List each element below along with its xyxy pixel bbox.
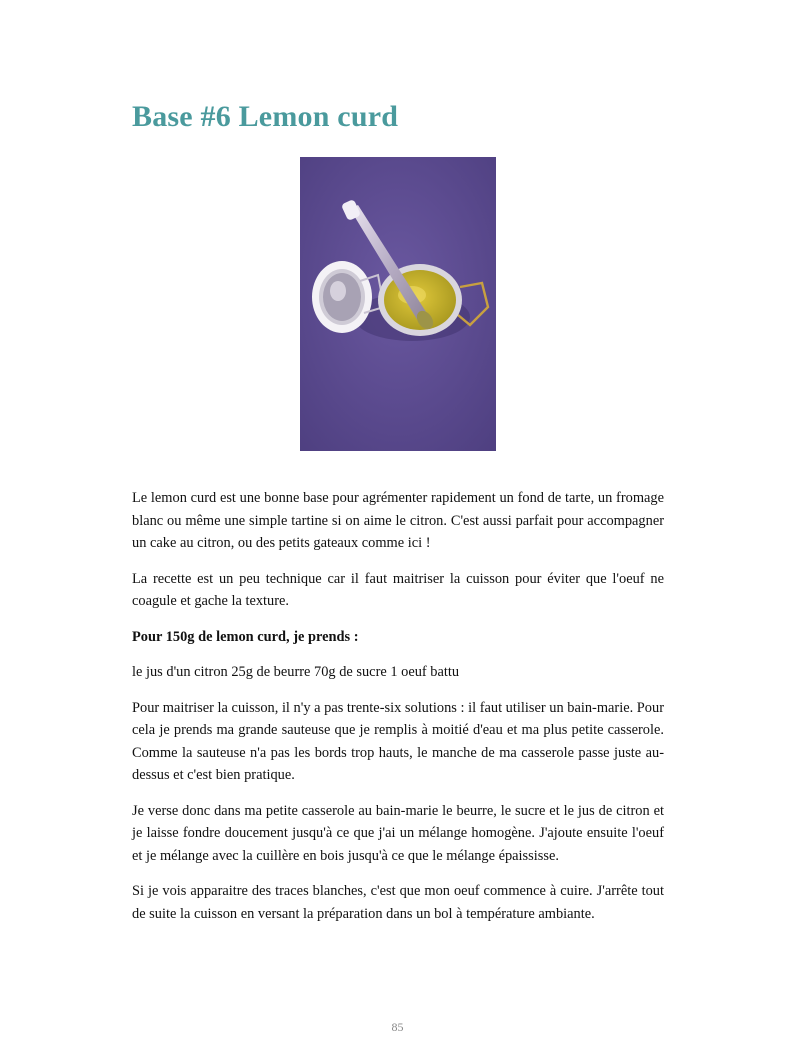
- page-title: Base #6 Lemon curd: [132, 100, 399, 133]
- paragraph-bain-marie: Pour maitriser la cuisson, il n'y a pas trente-six solutions : il faut utiliser un bain-marie. Pour cela je prends ma grande sauteuse que je remplis à moitié d'eau et ma plus petite casserole. Comme la sauteuse n'a pas les bords trop hauts, le manche de ma casserole passe juste au-dessus et c'est bien pratique.: [132, 699, 664, 783]
- paragraph-intro: Le lemon curd est une bonne base pour agrémenter rapidement un fond de tarte, un fromage blanc ou même une simple tartine si on aime le citron. C'est aussi parfait pour accompagner un cake au citron, ou des petits gateaux comme ici !: [132, 490, 664, 551]
- paragraph-method: Je verse donc dans ma petite casserole au bain-marie le beurre, le sucre et le jus de citron et je laisse fondre doucement jusqu'à ce que j'ai un mélange homogène. J'ajoute ensuite l'oeuf et je mélange avec la cuillère en bois jusqu'à ce que le mélange épaississe.: [132, 802, 664, 864]
- ingredients-list: le jus d'un citron 25g de beurre 70g de sucre 1 oeuf battu: [132, 664, 460, 680]
- paragraph-technique: La recette est un peu technique car il faut maitriser la cuisson pour éviter que l'oeuf ne coagule et gache la texture.: [132, 570, 664, 609]
- paragraph-warning: Si je vois apparaitre des traces blanches, c'est que mon oeuf commence à cuire. J'arrête tout de suite la cuisson en versant la préparation dans un bol à température ambiante.: [132, 883, 664, 922]
- ingredients-heading: Pour 150g de lemon curd, je prends :: [132, 628, 359, 645]
- lemon-curd-jar-photo: [300, 157, 496, 451]
- page-number: 85: [391, 1020, 404, 1034]
- recipe-body: [132, 487, 664, 938]
